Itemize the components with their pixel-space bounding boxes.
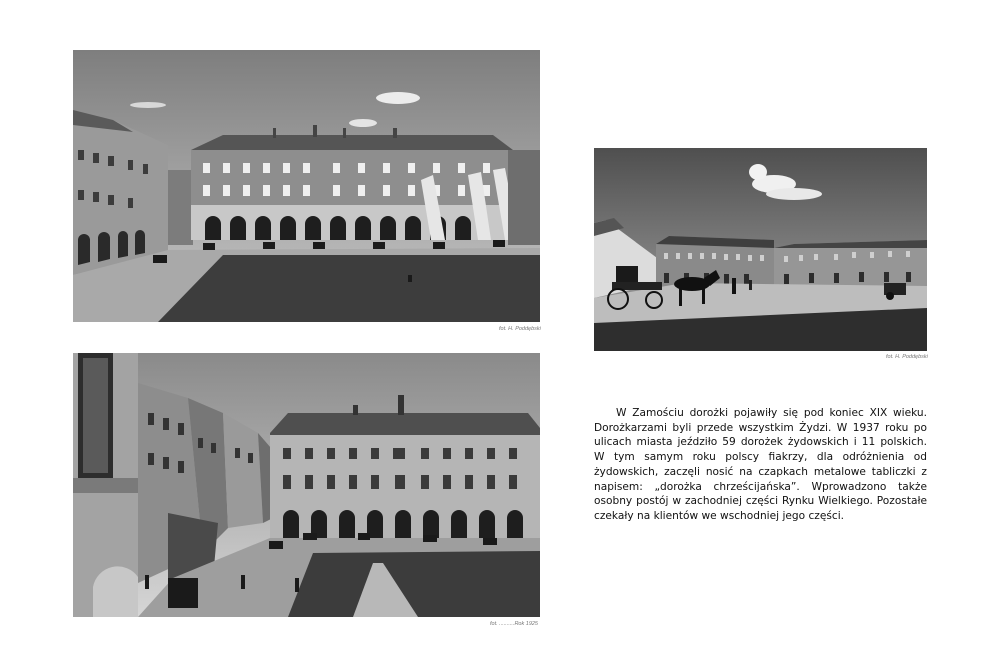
photo-1-credit: fot. H. Poddębski [499,326,541,332]
photo-1-image [73,50,540,322]
photo-2-image [73,353,540,617]
photo-3-image [594,148,927,351]
photo-3-credit: fot. H. Poddębski [886,354,928,360]
body-text-paragraph: W Zamościu dorożki pojawiły się pod koniec XIX wieku. Dorożkarzami byli przede wszystkim Żydzi. W 1937 roku po ulicach miasta jeździło 59 dorożek żydowskich i 11 polskich. W tym samym roku polscy fiakrzy, dla odróżnienia od żydowskich, zaczęli nosić na czapkach metalowe tabliczki z napisem: „dorożka chrześcijańska”. Wprowadzono także osobny postój w zachodniej części Rynku Wielkiego. Pozostałe czekały na klientów we wschodniej jego części. [594,407,927,522]
photo-market-square-town-house [73,50,540,322]
photo-2-credit: fot. ..........Rok 1925 [490,621,538,627]
photo-market-square-street [73,353,540,617]
photo-carriage-square [594,148,927,351]
